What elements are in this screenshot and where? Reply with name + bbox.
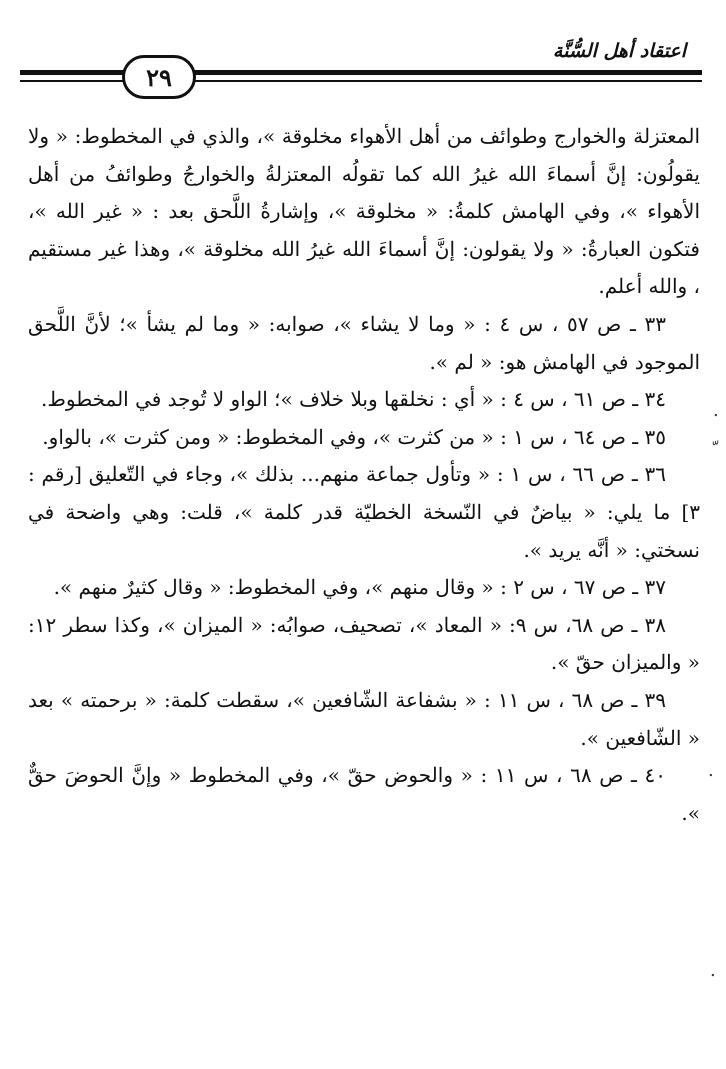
note-item-38: ٣٨ ـ ص ٦٨، س ٩: « المعاد »، تصحيف، صوابُه: « الميزان »، وكذا سطر ١٢: « والميزان حقّ ».: [28, 612, 700, 675]
margin-speck: .: [713, 400, 719, 421]
note-item-40: ٤٠ ـ ص ٦٨ ، س ١١ : « والحوض حقّ »، وفي المخطوط « وإنَّ الحوضَ حقٌّ ».: [28, 763, 700, 825]
note-item-34: ٣٤ ـ ص ٦١ ، س ٤ : « أي : نخلقها وبلا خلاف »؛ الواو لا تُوجد في المخطوط.: [41, 387, 666, 412]
body-text: [28, 118, 700, 832]
margin-speck: .: [708, 760, 714, 781]
note-item-35: ٣٥ ـ ص ٦٤ ، س ١ : « من كثرت »، وفي المخطوط: « ومن كثرت »، بالواو.: [42, 424, 666, 449]
paragraph-continuation: المعتزلة والخوارج وطوائف من أهل الأهواء مخلوقة »، والذي في المخطوط: « ولا يقولُون: إنَّ أسماءَ الله غيرُ الله كما تقولُه المعتزلةُ والخوارجُ وطوائفُ من أهل الأهواء »، وفي الهامش كلمةُ: « مخلوقة »، وإشارةُ اللَّحق بعد : « غير الله »، فتكون العبارةُ: « ولا يقولون: إنَّ أسماءَ الله غيرُ الله مخلوقة »، وهذا غير مستقيم ، والله أعلم.: [28, 124, 700, 299]
running-header-title: اعتقاد أهل السُّنَّة: [552, 40, 686, 62]
page-number-badge: ٢٩: [122, 55, 196, 99]
margin-speck: .: [710, 960, 716, 981]
note-item-39: ٣٩ ـ ص ٦٨ ، س ١١ : « بشفاعة الشّافعين »، سقطت كلمة: « برحمته » بعد « الشّافعين ».: [28, 687, 700, 750]
note-item-33: ٣٣ ـ ص ٥٧ ، س ٤ : « وما لا يشاء »، صوابه: « وما لم يشأ »؛ لأنَّ اللَّحق الموجود في الهامش هو: « لم ».: [28, 311, 700, 374]
note-item-36: ٣٦ ـ ص ٦٦ ، س ١ : « وتأول جماعة منهم... بذلك »، وجاء في التّعليق [رقم : ٣] ما يلي: « بياضٌ في النّسخة الخطيّة قدر كلمة »، قلت: وهي واضحة في نسختي: « أنَّه يريد ».: [28, 462, 700, 562]
note-item-37: ٣٧ ـ ص ٦٧ ، س ٢ : « وقال منهم »، وفي المخطوط: « وقال كثيرٌ منهم ».: [53, 575, 666, 600]
